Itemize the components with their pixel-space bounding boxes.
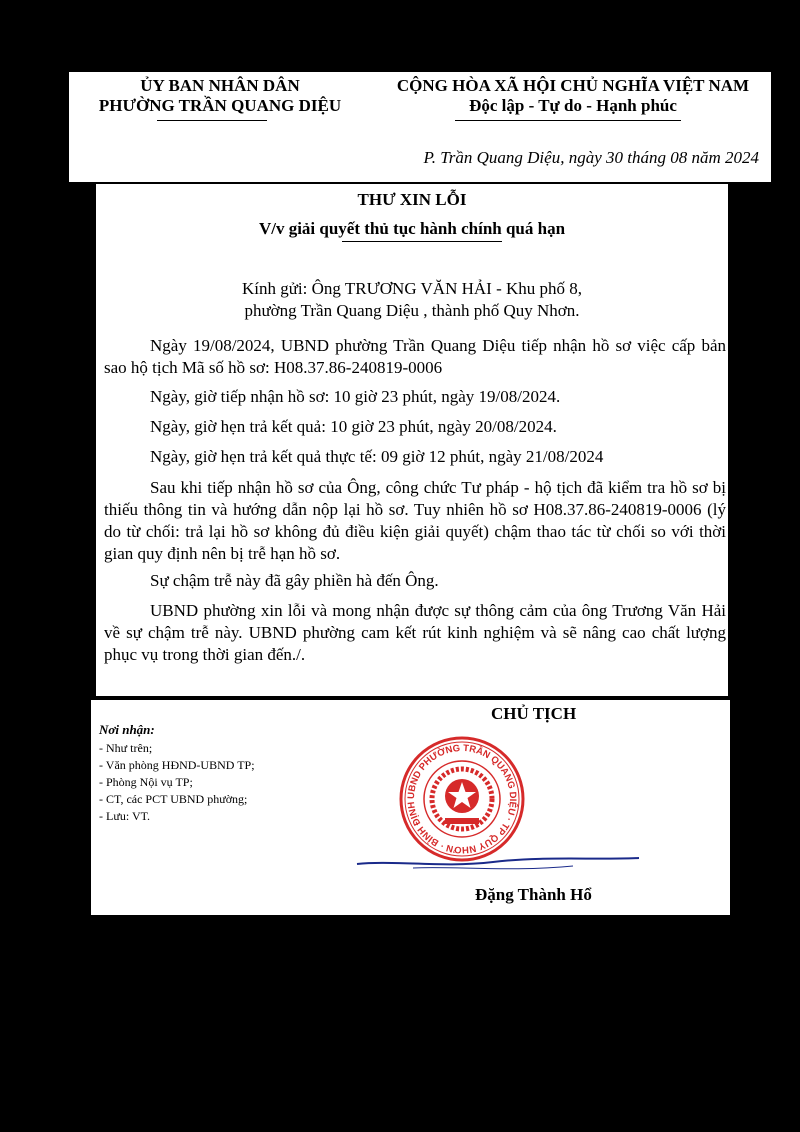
signature-block <box>91 700 730 915</box>
recipient-line1: Kính gửi: Ông TRƯƠNG VĂN HẢI - Khu phố 8, <box>241 279 583 298</box>
signer-name: Đặng Thành Hổ <box>475 885 592 904</box>
recipient-item: - Phòng Nội vụ TP; <box>99 775 193 789</box>
letter-title: THƯ XIN LỖI <box>357 190 467 209</box>
national-slogan: Độc lập - Tự do - Hạnh phúc <box>469 96 677 115</box>
paragraph-apology: UBND phường xin lỗi và mong nhận được sự thông cảm của ông Trương Văn Hải về sự chậm trễ này. UBND phường cam kết rút kinh nghiệm và sẽ nâng cao chất lượng phục vụ trong thời gian đến./. <box>104 601 726 664</box>
recipient-item: - CT, các PCT UBND phường; <box>99 792 248 806</box>
recipient-item: - Văn phòng HĐND-UBND TP; <box>99 758 255 772</box>
authority-underline <box>157 120 267 121</box>
paragraph-intro: Ngày 19/08/2024, UBND phường Trần Quang Diệu tiếp nhận hồ sơ việc cấp bản sao hộ tịch Mã số hồ sơ: H08.37.86-240819-0006 <box>104 336 726 377</box>
issuing-authority <box>75 76 365 116</box>
recipient-item: - Như trên; <box>99 741 153 755</box>
issuing-authority-line1: ỦY BAN NHÂN DÂN <box>140 76 300 95</box>
seal-text: UBND PHƯỜNG TRẦN QUANG DIỆU · TP QUY NHƠN · BÌNH ĐỊNH <box>405 742 519 856</box>
recipients-heading: Nơi nhận: <box>99 722 155 737</box>
issue-date: P. Trần Quang Diệu, ngày 30 tháng 08 năm 2024 <box>423 148 759 167</box>
receive-time: Ngày, giờ tiếp nhận hồ sơ: 10 giờ 23 phút, ngày 19/08/2024. <box>150 387 561 406</box>
motto-underline <box>455 120 681 121</box>
national-name: CỘNG HÒA XÃ HỘI CHỦ NGHĨA VIỆT NAM <box>396 76 750 95</box>
handwritten-signature-icon <box>353 838 643 878</box>
recipient-line2: phường Trần Quang Diệu , thành phố Quy Nhơn. <box>244 301 580 320</box>
letter-body <box>96 184 728 696</box>
signer-position: CHỦ TỊCH <box>491 704 577 723</box>
issuing-authority-line2: PHƯỜNG TRẦN QUANG DIỆU <box>98 96 342 115</box>
recipient-item: - Lưu: VT. <box>99 809 151 823</box>
subject-underline <box>342 241 502 242</box>
actual-time: Ngày, giờ hẹn trả kết quả thực tế: 09 giờ 12 phút, ngày 21/08/2024 <box>150 447 604 466</box>
paragraph-details: Sau khi tiếp nhận hồ sơ của Ông, công chức Tư pháp - hộ tịch đã kiểm tra hồ sơ bị thiếu thông tin và hướng dẫn nộp lại hồ sơ. Tuy nhiên hồ sơ H08.37.86-240819-0006 (lý do từ chối: trả lại hồ sơ không đủ điều kiện giải quyết) chậm thao tác từ chối so với thời gian quy định nên bị trễ hạn hồ sơ. <box>104 478 726 563</box>
national-motto <box>381 76 765 116</box>
recipients-list <box>99 740 255 825</box>
document-header <box>69 72 771 182</box>
letter-subject: V/v giải quyết thủ tục hành chính quá hạn <box>258 219 566 238</box>
due-time: Ngày, giờ hẹn trả kết quả: 10 giờ 23 phút, ngày 20/08/2024. <box>150 417 557 436</box>
paragraph-inconvenience: Sự chậm trễ này đã gây phiền hà đến Ông. <box>150 571 439 590</box>
